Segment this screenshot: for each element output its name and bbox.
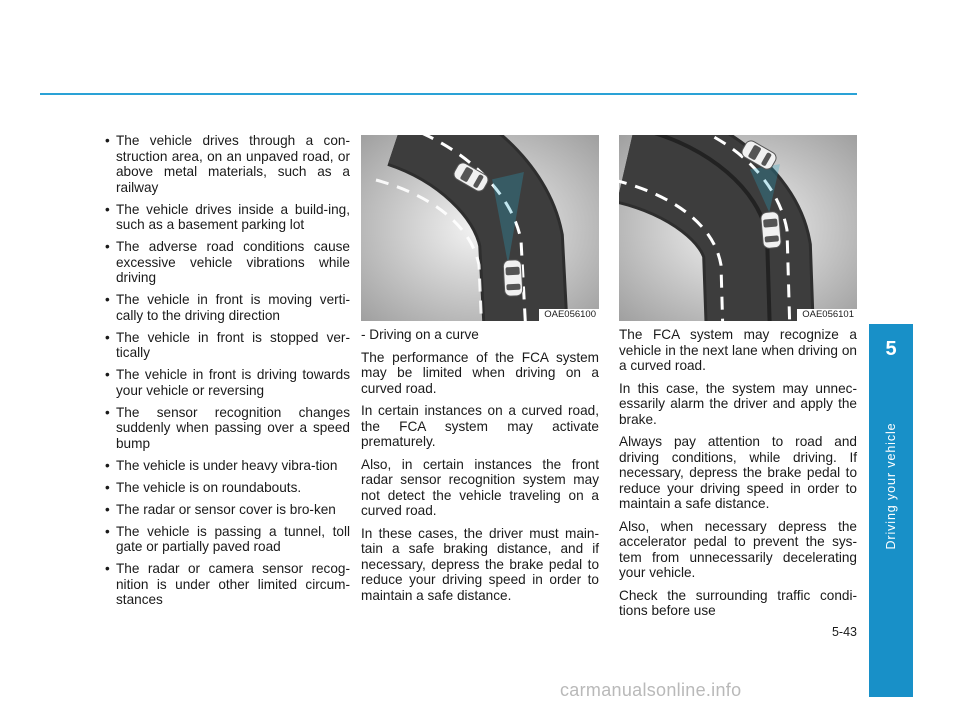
figure-code: OAE056100 (539, 309, 599, 321)
bullet-item: • The vehicle drives inside a build-ing, such as a basement parking lot (105, 202, 350, 233)
bullet-item: • The vehicle is passing a tunnel, toll gate or partially paved road (105, 524, 350, 555)
bullet-item: • The vehicle is on roundabouts. (105, 480, 350, 496)
bullet-item: • The radar or camera sensor recog-nition is under other limited circum-stances (105, 561, 350, 608)
own-car-icon (503, 260, 523, 297)
bullet-item: • The vehicle drives through a con-struction area, on an unpaved road, or above metal materials, such as a railway (105, 133, 350, 195)
curve-description-column (361, 327, 599, 610)
paragraph: Check the surrounding traffic condi-tions before use (619, 587, 857, 618)
curve-road-drawing (361, 135, 599, 321)
adjacent-lane-column (619, 327, 857, 626)
figure-code: OAE056101 (797, 309, 857, 321)
paragraph: Also, in certain instances the front radar sensor recognition system may not detect the vehicle traveling on a curved road. (361, 456, 599, 518)
bullet-item: • The adverse road conditions cause excessive vehicle vibrations while driving (105, 239, 350, 286)
curve-same-lane-illustration (361, 135, 599, 321)
section-heading: - Driving on a curve (361, 327, 479, 342)
curve-road-drawing (619, 135, 857, 321)
paragraph: The performance of the FCA system may be limited when driving on a curved road. (361, 349, 599, 396)
bullet-item: • The sensor recognition changes suddenly when passing over a speed bump (105, 405, 350, 452)
bullet-item: • The radar or sensor cover is bro-ken (105, 502, 350, 518)
bullet-item: • The vehicle in front is stopped ver-tically (105, 330, 350, 361)
paragraph: In these cases, the driver must main-tain a safe braking distance, and if necessary, depress the brake pedal to reduce your driving speed in order to maintain a safe distance. (361, 525, 599, 603)
limitation-bullet-list (105, 133, 350, 608)
watermark-text: carmanualsonline.info (560, 680, 742, 700)
page-number: 5-43 (831, 625, 857, 639)
own-car-icon (760, 211, 781, 248)
chapter-tab (869, 324, 913, 697)
bullet-item: • The vehicle is under heavy vibra-tion (105, 458, 350, 474)
paragraph: Also, when necessary depress the accelerator pedal to prevent the sys-tem from unnecessarily decelerating your vehicle. (619, 518, 857, 580)
limitation-conditions-column (105, 133, 350, 614)
paragraph: In this case, the system may unnec-essarily alarm the driver and apply the brake. (619, 380, 857, 427)
header-rule (40, 93, 857, 95)
paragraph: Always pay attention to road and driving conditions, while driving. If necessary, depress the brake pedal to reduce your driving speed in order to maintain a safe distance. (619, 434, 857, 511)
paragraph: The FCA system may recognize a vehicle in the next lane when driving on a curved road. (619, 327, 857, 373)
bullet-item: • The vehicle in front is driving towards your vehicle or reversing (105, 367, 350, 398)
paragraph: In certain instances on a curved road, the FCA system may activate prematurely. (361, 403, 599, 449)
bullet-item: • The vehicle in front is moving verti-cally to the driving direction (105, 292, 350, 323)
chapter-title: Driving your vehicle (884, 422, 898, 550)
chapter-number: 5 (885, 338, 897, 360)
curve-adjacent-lane-illustration (619, 135, 857, 321)
